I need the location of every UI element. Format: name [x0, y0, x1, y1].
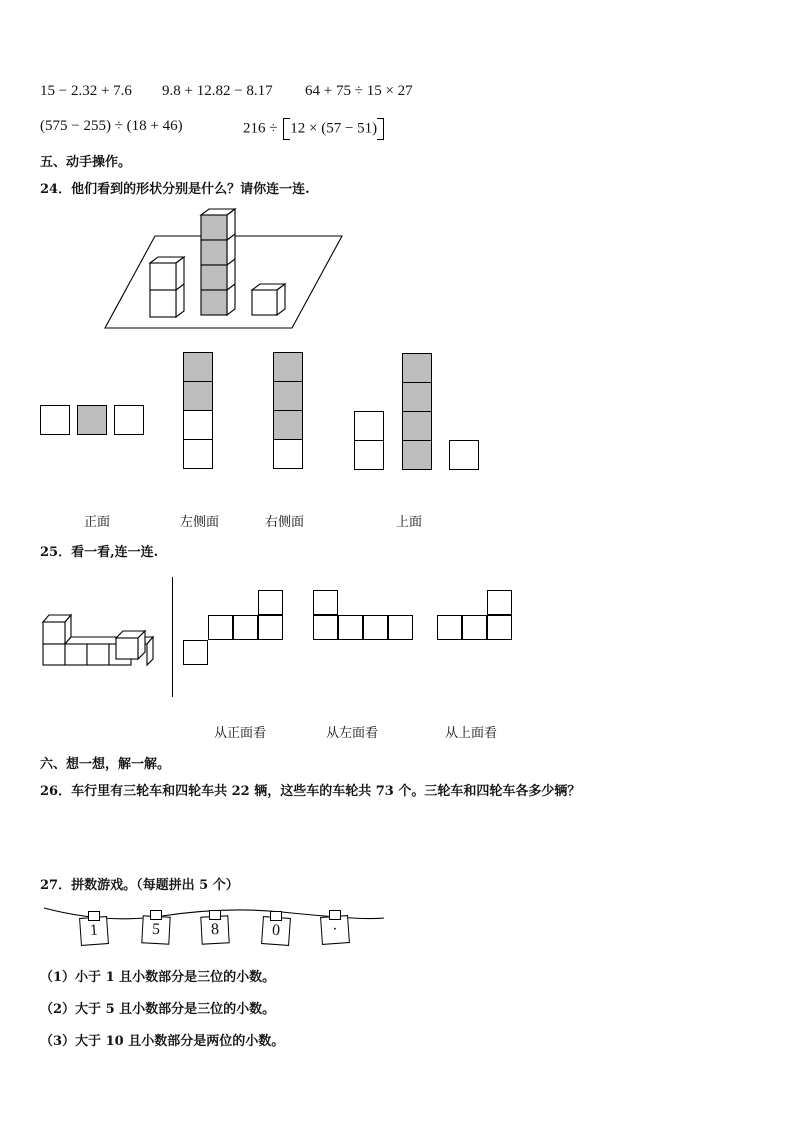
number-card: [80, 913, 108, 943]
view3-cell: [273, 352, 303, 382]
q25-cube-figure: [40, 612, 155, 667]
view2-cell: [183, 381, 213, 411]
view4-cell: [354, 411, 384, 441]
clip-icon: [88, 911, 100, 921]
number-card: [262, 913, 290, 943]
viewC-cell: [437, 615, 462, 640]
q24-cube-figure: [100, 203, 350, 333]
viewB-cell: [388, 615, 413, 640]
viewB-cell: [363, 615, 388, 640]
viewA-cell: [183, 640, 208, 665]
view4-cell: [402, 440, 432, 470]
q27-item-1: （1）小于 1 且小数部分是三位的小数。: [40, 970, 276, 985]
q24-title: 24．他们看到的形状分别是什么？请你连一连.: [40, 182, 310, 197]
viewB-cell: [313, 590, 338, 615]
viewC-cell: [487, 615, 512, 640]
q24-label-right: 右侧面: [265, 515, 305, 530]
viewB-cell: [313, 615, 338, 640]
view4-cell: [354, 440, 384, 470]
number-card-value: 8: [200, 915, 229, 944]
left-cube-stack: [150, 257, 184, 317]
view2-cell: [183, 410, 213, 440]
number-card: [321, 912, 349, 942]
view4-cell: [449, 440, 479, 470]
expression-1: 15 − 2.32 + 7.6: [40, 83, 132, 99]
expression-3: 64 + 75 ÷ 15 × 27: [305, 83, 413, 99]
single-cube: [252, 284, 285, 315]
view1-cell: [77, 405, 107, 435]
view2-cell: [183, 352, 213, 382]
q26-title: 26．车行里有三轮车和四轮车共 22 辆，这些车的车轮共 73 个。三轮车和四轮车各多少辆？: [40, 784, 581, 799]
view4-cell: [402, 353, 432, 383]
view4-cell: [402, 382, 432, 412]
viewC-cell: [462, 615, 487, 640]
viewB-cell: [338, 615, 363, 640]
view3-cell: [273, 381, 303, 411]
view2-cell: [183, 439, 213, 469]
expression-4: (575 − 255) ÷ (18 + 46): [40, 118, 183, 134]
q24-label-top: 上面: [396, 515, 423, 530]
q25-divider: [172, 577, 173, 697]
number-card: [142, 912, 170, 942]
viewA-cell: [208, 615, 233, 640]
view1-cell: [40, 405, 70, 435]
q27-title: 27．拼数游戏。（每题拼出 5 个）: [40, 878, 239, 893]
clip-icon: [150, 910, 162, 920]
viewA-cell: [258, 615, 283, 640]
view3-cell: [273, 410, 303, 440]
section6-title: 六、想一想，解一解。: [40, 757, 171, 772]
tall-cube-stack: [201, 209, 235, 315]
clip-icon: [209, 910, 221, 920]
section5-title: 五、动手操作。: [40, 155, 132, 170]
expression-5-inner: 12 × (57 − 51): [290, 120, 378, 137]
clip-icon: [270, 911, 282, 921]
view1-cell: [114, 405, 144, 435]
q27-item-2: （2）大于 5 且小数部分是三位的小数。: [40, 1002, 276, 1017]
q25-title: 25．看一看,连一连.: [40, 545, 159, 560]
clip-icon: [329, 910, 341, 920]
viewC-cell: [487, 590, 512, 615]
viewA-cell: [233, 615, 258, 640]
q25-label-top: 从上面看: [445, 726, 498, 741]
q25-label-front: 从正面看: [214, 726, 267, 741]
bracket-right: [377, 118, 384, 140]
q24-label-left: 左侧面: [180, 515, 220, 530]
number-card-value: 1: [79, 916, 109, 946]
viewA-cell: [258, 590, 283, 615]
number-card: [201, 912, 229, 942]
q27-item-3: （3）大于 10 且小数部分是两位的小数。: [40, 1034, 285, 1049]
view4-cell: [402, 411, 432, 441]
number-card-value: ·: [320, 915, 350, 945]
view3-cell: [273, 439, 303, 469]
expression-5-prefix: 216 ÷: [243, 120, 278, 137]
q25-label-left: 从左面看: [326, 726, 379, 741]
q24-label-front: 正面: [84, 515, 111, 530]
number-card-value: 5: [141, 915, 170, 944]
number-card-value: 0: [261, 916, 291, 946]
expression-2: 9.8 + 12.82 − 8.17: [162, 83, 273, 99]
expression-5: [243, 118, 384, 140]
